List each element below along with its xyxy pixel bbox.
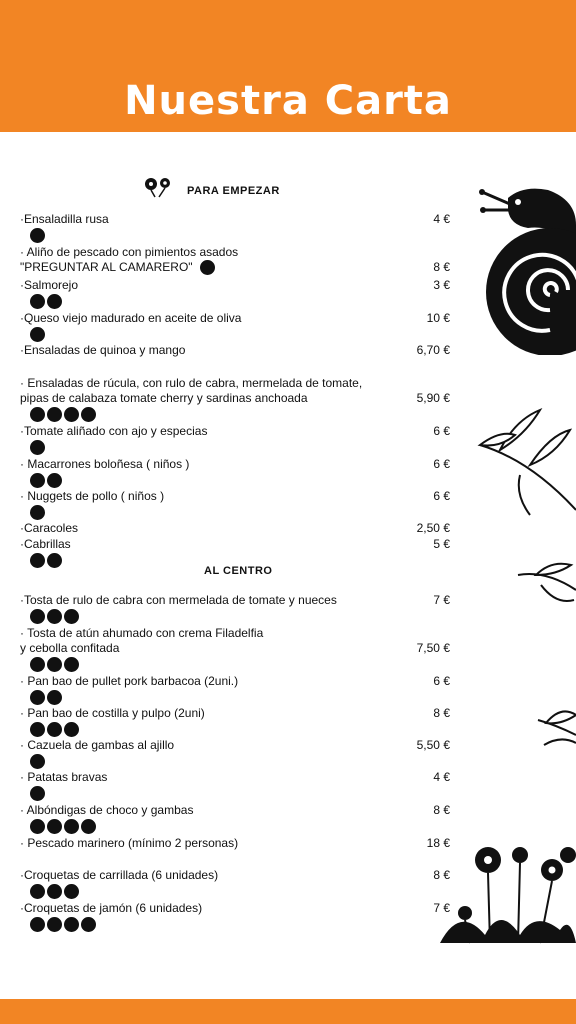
nuts-icon: [47, 609, 62, 624]
egg-icon: [47, 473, 62, 488]
mustard-icon: [30, 440, 45, 455]
menu-item-price: 7 €: [433, 593, 450, 607]
menu-item-name: ·Croquetas de carrillada (6 unidades): [20, 868, 219, 882]
dairy-icon: [64, 657, 79, 672]
menu-item-price: 6 €: [433, 424, 450, 438]
mustard-icon: [47, 884, 62, 899]
menu-item-name: · Aliño de pescado con pimientos asados: [20, 245, 239, 259]
menu-item-price: 7,50 €: [416, 641, 450, 655]
menu-item-price: 8 €: [433, 706, 450, 720]
menu-item-name: · Albóndigas de choco y gambas: [20, 803, 194, 817]
menu-item-name: · Macarrones boloñesa ( niños ): [20, 457, 190, 471]
gluten-icon: [30, 917, 45, 932]
menu-item-price: 8 €: [433, 803, 450, 817]
menu-item-price: 10 €: [426, 311, 450, 325]
fish-icon: [47, 657, 62, 672]
leaf-small-illustration-2: [536, 705, 576, 760]
allergen-icons: [200, 260, 215, 276]
egg-icon: [47, 294, 62, 309]
dairy-icon: [47, 553, 62, 568]
allergen-icons: [30, 553, 62, 569]
menu-item-name: ·Salmorejo: [20, 278, 79, 292]
menu-item-name: ·Croquetas de jamón (6 unidades): [20, 901, 203, 915]
menu-item-price: 4 €: [433, 212, 450, 226]
celery-icon: [64, 884, 79, 899]
snail-illustration: [478, 180, 576, 360]
menu-item-name-line2: y cebolla confitada: [20, 641, 120, 655]
nuts-icon: [47, 407, 62, 422]
allergen-icons: [30, 657, 79, 673]
allergen-icons: [30, 440, 45, 456]
leaf-small-illustration: [516, 560, 576, 615]
menu-item-name: ·Caracoles: [20, 521, 79, 535]
page-title: Nuestra Carta: [124, 78, 452, 124]
menu-item-name: ·Ensaladilla rusa: [20, 212, 109, 226]
allergen-icons: [30, 884, 79, 900]
menu-item-price: 7 €: [433, 901, 450, 915]
allergen-icons: [30, 609, 79, 625]
dairy-icon: [64, 407, 79, 422]
crustacean-icon: [30, 754, 45, 769]
menu-item-price: 18 €: [426, 836, 450, 850]
dairy-icon: [64, 609, 79, 624]
menu-item-name: · Pescado marinero (mínimo 2 personas): [20, 836, 239, 850]
fish-icon: [47, 819, 62, 834]
dairy-icon: [30, 327, 45, 342]
menu-item-price: 6 €: [433, 457, 450, 471]
flower-icon: [143, 176, 181, 203]
allergen-icons: [30, 917, 96, 933]
fish-icon: [30, 407, 45, 422]
gluten-icon: [30, 884, 45, 899]
menu-item-price: 3 €: [433, 278, 450, 292]
allergen-icons: [30, 722, 79, 738]
allergen-icons: [30, 819, 96, 835]
allergen-icons: [30, 407, 96, 423]
mollusc-icon: [47, 722, 62, 737]
soy-icon: [47, 690, 62, 705]
section-title-center: AL CENTRO: [204, 565, 273, 577]
menu-item-name: ·Tosta de rulo de cabra con mermelada de tomate y nueces: [20, 593, 337, 607]
menu-item-price: 2,50 €: [416, 521, 450, 535]
celery-icon: [64, 722, 79, 737]
gluten-icon: [30, 819, 45, 834]
menu-item-name: · Pan bao de costilla y pulpo (2uni): [20, 706, 205, 720]
gluten-icon: [30, 609, 45, 624]
leaf-branch-illustration: [470, 390, 576, 535]
menu-item-name: · Patatas bravas: [20, 770, 108, 784]
menu-item-price: 8 €: [433, 260, 450, 274]
menu-item-name: ·Tomate aliñado con ajo y especias: [20, 424, 208, 438]
menu-item-price: 4 €: [433, 770, 450, 784]
gluten-icon: [30, 473, 45, 488]
footer-bar: [0, 999, 576, 1024]
allergen-icon: [30, 228, 45, 243]
allergen-icons: [30, 228, 45, 244]
menu-item-name: · Pan bao de pullet pork barbacoa (2uni.): [20, 674, 239, 688]
menu-item-name-line2: "PREGUNTAR AL CAMARERO": [20, 260, 193, 274]
gluten-icon: [30, 722, 45, 737]
gluten-icon: [30, 553, 45, 568]
menu-item-price: 6,70 €: [416, 343, 450, 357]
menu-item-name: · Tosta de atún ahumado con crema Filadelfia: [20, 626, 264, 640]
menu-item-price: 6 €: [433, 489, 450, 503]
gluten-icon: [30, 294, 45, 309]
header-banner: [0, 0, 576, 132]
allergen-icons: [30, 754, 45, 770]
menu-item-price: 5,90 €: [416, 391, 450, 405]
menu-item-name: ·Cabrillas: [20, 537, 71, 551]
allergen-icons: [30, 786, 45, 802]
gluten-icon: [30, 786, 45, 801]
fish-icon: [200, 260, 215, 275]
menu-item-price: 6 €: [433, 674, 450, 688]
menu-item-name: · Cazuela de gambas al ajillo: [20, 738, 175, 752]
crustacean-icon: [64, 819, 79, 834]
gluten-icon: [30, 657, 45, 672]
dairy-icon: [81, 917, 96, 932]
mustard-icon: [47, 917, 62, 932]
gluten-icon: [30, 690, 45, 705]
menu-item-name: ·Ensaladas de quinoa y mango: [20, 343, 186, 357]
allergen-icons: [30, 690, 62, 706]
allergen-icons: [30, 505, 45, 521]
menu-item-name: · Nuggets de pollo ( niños ): [20, 489, 165, 503]
section-title-starters: PARA EMPEZAR: [187, 185, 280, 197]
menu-item-price: 5 €: [433, 537, 450, 551]
flowers-illustration: [440, 835, 576, 950]
menu-item-name: ·Queso viejo madurado en aceite de oliva: [20, 311, 242, 325]
menu-item-name: · Ensaladas de rúcula, con rulo de cabra, mermelada de tomate,: [20, 376, 363, 390]
allergen-icons: [30, 473, 62, 489]
allergen-icons: [30, 327, 45, 343]
celery-icon: [64, 917, 79, 932]
gluten-icon: [30, 505, 45, 520]
allergen-icons: [30, 294, 62, 310]
sulfite-icon: [81, 407, 96, 422]
menu-item-price: 8 €: [433, 868, 450, 882]
menu-item-name-line2: pipas de calabaza tomate cherry y sardinas anchoada: [20, 391, 308, 405]
mollusc-icon: [81, 819, 96, 834]
menu-item-price: 5,50 €: [416, 738, 450, 752]
